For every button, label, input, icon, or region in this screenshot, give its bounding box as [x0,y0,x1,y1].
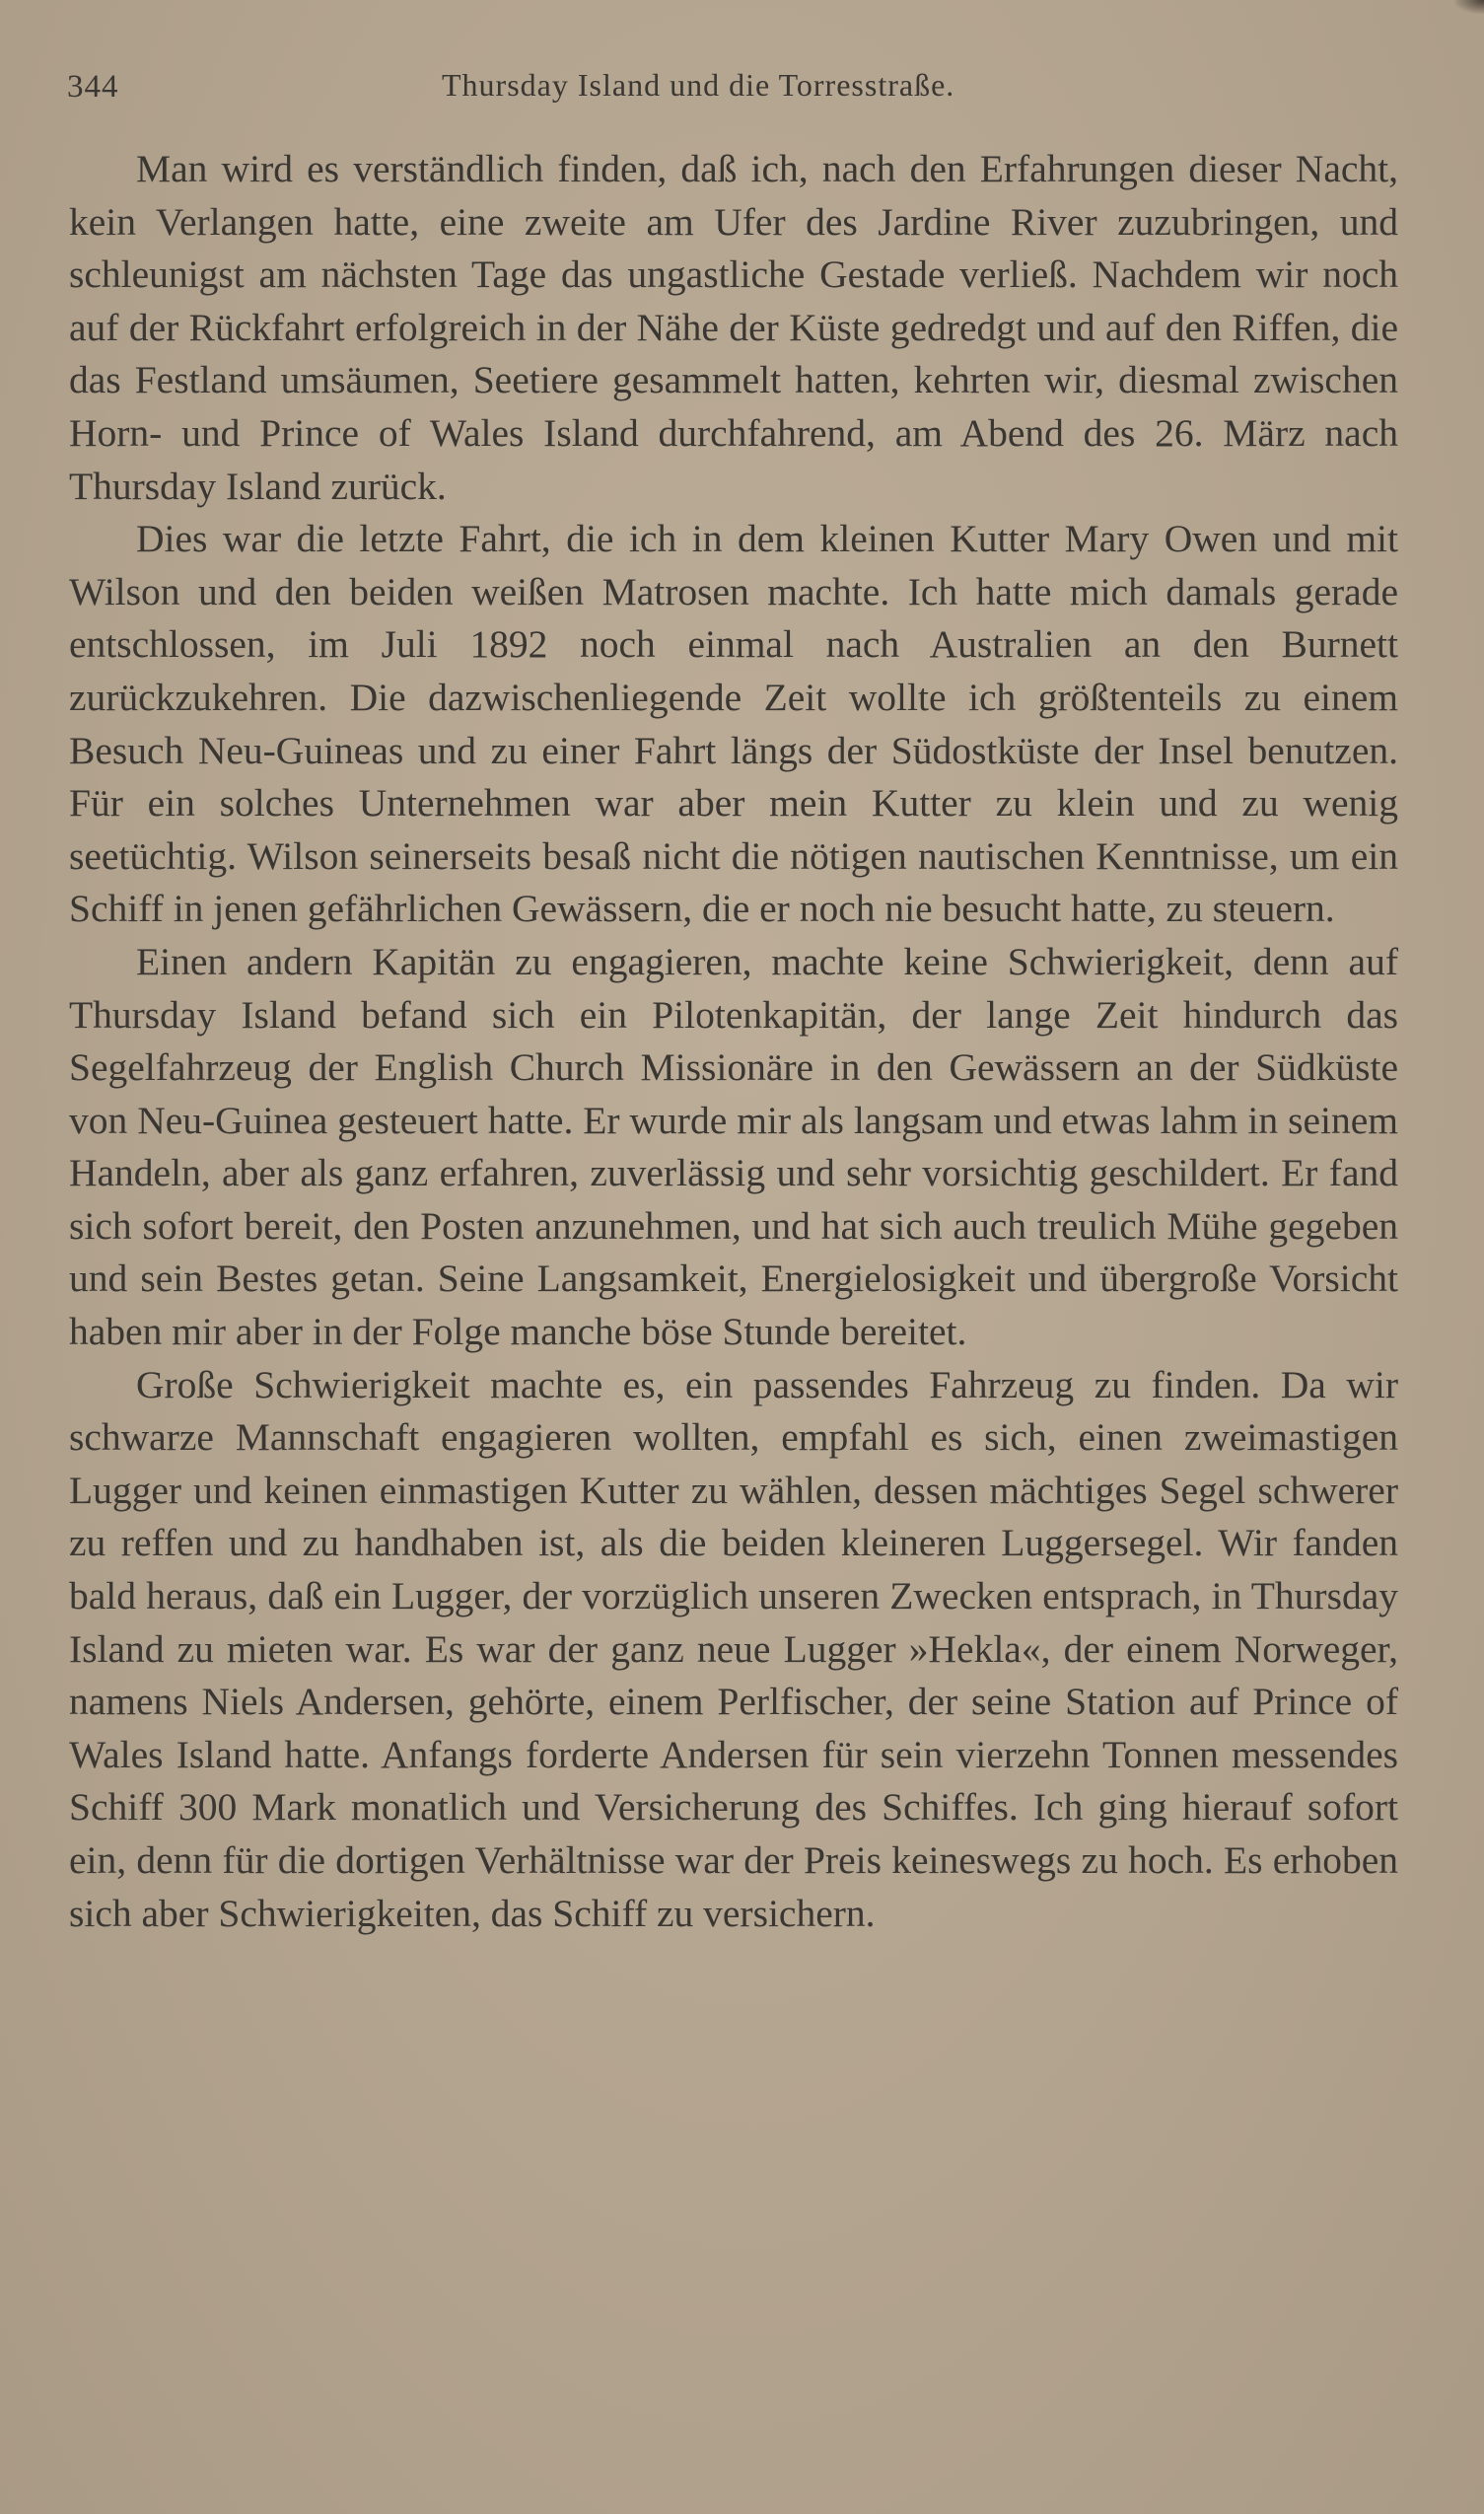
page-number: 344 [67,69,119,105]
paragraph: Man wird es verständlich finden, daß ich, nach den Erfahrungen dieser Nacht, kein Verlangen hatte, eine zweite am Ufer des Jardine River zuzubringen, und schleunigst am nächsten Tage das ungastliche Gestade verließ. Nachdem wir noch auf der Rückfahrt erfolgreich in der Nähe der Küste gedredgt und auf den Riffen, die das Festland umsäumen, Seetiere gesammelt hatten, kehrten wir, diesmal zwischen Horn- und Prince of Wales Island durchfahrend, am Abend des 26. März nach Thursday Island zurück. [69,147,1398,508]
paragraph: Einen andern Kapitän zu engagieren, machte keine Schwierigkeit, denn auf Thursday Island befand sich ein Pilotenkapitän, der lange Zeit hindurch das Segelfahrzeug der English Church Missionäre in den Gewässern an der Südküste von Neu-Guinea gesteuert hatte. Er wurde mir als langsam und etwas lahm in seinem Handeln, aber als ganz erfahren, zuverlässig und sehr vorsichtig geschildert. Er fand sich sofort bereit, den Posten anzunehmen, und hat sich auch treulich Mühe gegeben und sein Bestes getan. Seine Langsamkeit, Energielosigkeit und übergroße Vorsicht haben mir aber in der Folge manche böse Stunde bereitet. [69,939,1398,1354]
paragraph: Große Schwierigkeit machte es, ein passendes Fahrzeug zu finden. Da wir schwarze Mannschaft engagieren wollten, empfahl es sich, einen zweimastigen Lugger und keinen einmastigen Kutter zu wählen, dessen mächtiges Segel schwerer zu reffen und zu handhaben ist, als die beiden kleineren Luggersegel. Wir fanden bald heraus, daß ein Lugger, der vorzüglich unseren Zwecken entsprach, in Thursday Island zu mieten war. Es war der ganz neue Lugger »Hekla«, der einem Norweger, namens Niels Andersen, gehörte, einem Perlfischer, der seine Station auf Prince of Wales Island hatte. Anfangs forderte Andersen für sein vierzehn Tonnen messendes Schiff 300 Mark monatlich und Versicherung des Schiffes. Ich ging hierauf sofort ein, denn für die dortigen Verhältnisse war der Preis keineswegs zu hoch. Es erhoben sich aber Schwierigkeiten, das Schiff zu versichern. [69,1362,1398,1935]
paragraph: Dies war die letzte Fahrt, die ich in dem kleinen Kutter Mary Owen und mit Wilson und den beiden weißen Matrosen machte. Ich hatte mich damals gerade entschlossen, im Juli 1892 noch einmal nach Australien an den Burnett zurückzukehren. Die dazwischenliegende Zeit wollte ich größtenteils zu einem Besuch Neu-Guineas und zu einer Fahrt längs der Südostküste der Insel benutzen. Für ein solches Unternehmen war aber mein Kutter zu klein und zu wenig seetüchtig. Wilson seinerseits besaß nicht die nötigen nautischen Kenntnisse, um ein Schiff in jenen gefährlichen Gewässern, die er noch nie besucht hatte, zu steuern. [69,517,1398,931]
body-text [69,143,1398,1940]
page-corner-shadow [1454,0,1484,14]
running-title: Thursday Island und die Torresstraße. [442,67,955,103]
running-head [67,61,1398,110]
